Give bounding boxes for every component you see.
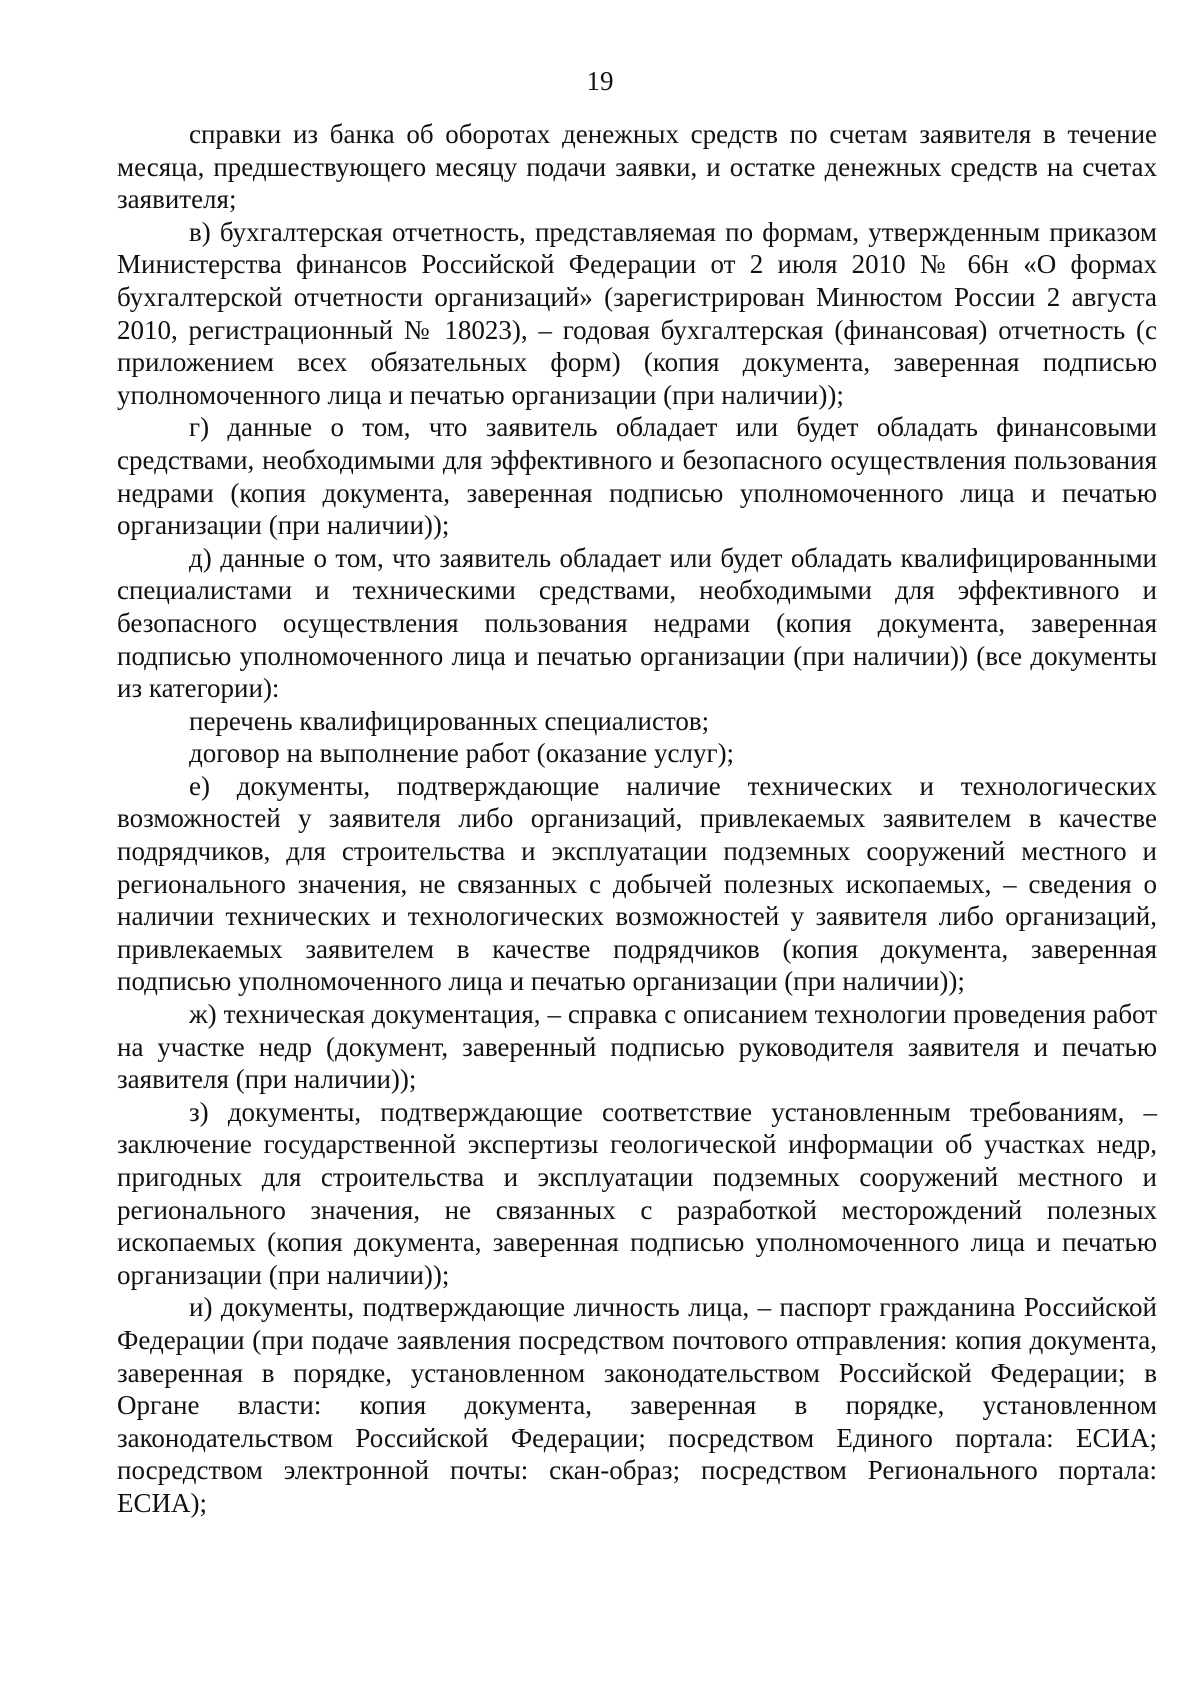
paragraph-item-v: в) бухгалтерская отчетность, представляемая по формам, утвержденным приказом Министерства финансов Российской Федерации от 2 июля 2010 № 66н «О формах бухгалтерской отчетности организаций» (зарегистрирован Минюстом России 2 августа 2010, регистрационный № 18023), – годовая бухгалтерская (финансовая) отчетность (с приложением всех обязательных форм) (копия документа, заверенная подписью уполномоченного лица и печатью организации (при наличии)); [117,216,1157,410]
paragraph-item-e: е) документы, подтверждающие наличие технических и технологических возможностей у заявителя либо организаций, привлекаемых заявителем в качестве подрядчиков, для строительства и эксплуатации подземных сооружений местного и регионального значения, не связанных с добычей полезных ископаемых, – сведения о наличии технических и технологических возможностей у заявителя либо организаций, привлекаемых заявителем в качестве подрядчиков (копия документа, заверенная подписью уполномоченного лица и печатью организации (при наличии)); [117,770,1157,997]
paragraph-item-z: з) документы, подтверждающие соответствие установленным требованиям, – заключение государственной экспертизы геологической информации об участках недр, пригодных для строительства и эксплуатации подземных сооружений местного и регионального значения, не связанных с разработкой месторождений полезных ископаемых (копия документа, заверенная подписью уполномоченного лица и печатью организации (при наличии)); [117,1096,1157,1290]
paragraph-bank-statement: справки из банка об оборотах денежных средств по счетам заявителя в течение месяца, предшествующего месяцу подачи заявки, и остатке денежных средств на счетах заявителя; [117,119,1157,215]
paragraph-item-d: д) данные о том, что заявитель обладает или будет обладать квалифицированными специалистами и техническими средствами, необходимыми для эффективного и безопасного осуществления пользования недрами (копия документа, заверенная подписью уполномоченного лица и печатью организации (при наличии)) (все документы из категории): [117,542,1157,704]
paragraph-services-contract: договор на выполнение работ (оказание услуг); [189,738,735,769]
document-body [117,118,1157,1520]
paragraph-item-g: г) данные о том, что заявитель обладает или будет обладать финансовыми средствами, необходимыми для эффективного и безопасного осуществления пользования недрами (копия документа, заверенная подписью уполномоченного лица и печатью организации (при наличии)); [117,412,1157,541]
paragraph-specialists-list: перечень квалифицированных специалистов; [189,705,710,736]
page-number: 19 [586,66,614,96]
paragraph-item-i: и) документы, подтверждающие личность лица, – паспорт гражданина Российской Федерации (при подаче заявления посредством почтового отправления: копия документа, заверенная в порядке, установленном законодательством Российской Федерации; в Органе власти: копия документа, заверенная в порядке, установленном законодательством Российской Федерации; посредством Единого портала: ЕСИА; посредством электронной почты: скан-образ; посредством Регионального портала: ЕСИА); [117,1292,1157,1518]
paragraph-item-zh: ж) техническая документация, – справка с описанием технологии проведения работ на участке недр (документ, заверенный подписью руководителя заявителя и печатью заявителя (при наличии)); [117,999,1157,1095]
